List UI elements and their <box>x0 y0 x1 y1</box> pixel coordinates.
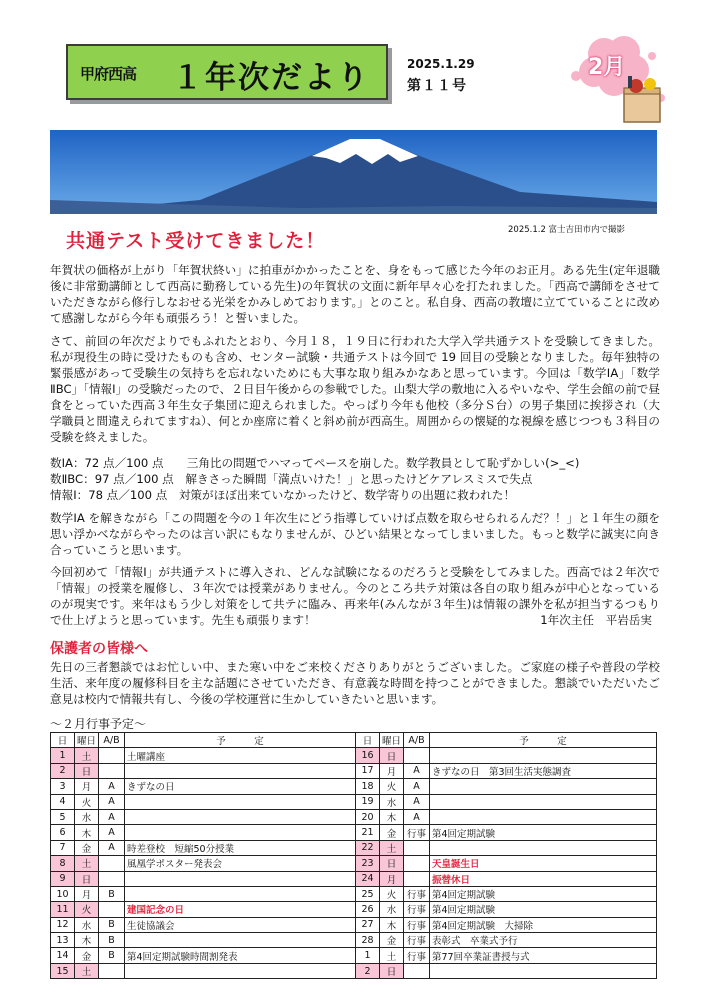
photo-caption: 2025.1.2 富士吉田市内で撮影 <box>508 225 626 235</box>
month-label: 2月 <box>588 55 626 80</box>
weekday-cell: 木 <box>380 917 404 932</box>
plan-cell: 天皇誕生日 <box>430 856 657 871</box>
weekday-cell: 金 <box>75 948 99 963</box>
ab-cell: 行事 <box>404 917 430 932</box>
plan-cell: 第4回定期試験 大掃除 <box>430 917 657 932</box>
weekday-cell: 水 <box>380 794 404 809</box>
ab-cell <box>99 748 125 763</box>
day-cell: 9 <box>51 871 75 886</box>
ab-cell <box>99 856 125 871</box>
day-cell: 17 <box>356 763 380 778</box>
paragraph-text: 年賀状の価格が上がり「年賀状終い」に拍車がかかったことを、身をもって感じた今年のお正月。ある先生(定年退職後に非常勤講師として西高に勤務している先生)の年賀状の文面に新年早々心を打たれました。「西高で講師をさせていただきながら修行しなおせる光栄をかみしめております。」とのこと。私自身、西高の教壇に立てていることに改めて感謝しながら今年も頑張ろう！と誓いました。 <box>50 263 660 325</box>
ab-cell: A <box>404 809 430 824</box>
plan-cell: 土曜講座 <box>125 748 356 763</box>
header-ab: A/B <box>99 733 125 748</box>
weekday-cell: 月 <box>380 763 404 778</box>
plan-cell: 第77回卒業証書授与式 <box>430 948 657 963</box>
weekday-cell: 火 <box>75 902 99 917</box>
plan-cell <box>430 794 657 809</box>
schedule-table-right <box>355 732 657 979</box>
day-cell: 1 <box>51 748 75 763</box>
paragraph-exam <box>50 333 660 445</box>
school-name: 甲府西高 <box>80 65 137 83</box>
day-cell: 23 <box>356 856 380 871</box>
ab-cell: A <box>99 840 125 855</box>
plan-cell <box>125 933 356 948</box>
ab-cell: 行事 <box>404 825 430 840</box>
plan-cell <box>430 963 657 978</box>
plan-cell <box>125 963 356 978</box>
paragraph-text: 先日の三者懇談ではお忙しい中、また寒い中をご来校くださりありがとうございました。ご家庭の様子や普段の学校生活、来年度の履修科目を主な話題にさせていただき、有意義な時間を持つことができました。懇談でいただいたご意見は校内で情報共有し、今後の学校運営に生かしていきたいと思います。 <box>50 660 660 706</box>
day-cell: 24 <box>356 871 380 886</box>
header-plan: 予 定 <box>125 733 356 748</box>
weekday-cell: 土 <box>75 963 99 978</box>
table-row <box>51 856 356 871</box>
day-cell: 12 <box>51 917 75 932</box>
ab-cell: 行事 <box>404 933 430 948</box>
plan-cell: 第4回定期試験 <box>430 825 657 840</box>
day-cell: 5 <box>51 809 75 824</box>
weekday-cell: 木 <box>75 825 99 840</box>
day-cell: 21 <box>356 825 380 840</box>
plan-cell <box>125 763 356 778</box>
ab-cell: A <box>404 763 430 778</box>
day-cell: 4 <box>51 794 75 809</box>
weekday-cell: 日 <box>380 748 404 763</box>
table-row <box>51 748 356 763</box>
weekday-cell: 日 <box>75 763 99 778</box>
ab-cell: B <box>99 933 125 948</box>
header-weekday: 曜日 <box>380 733 404 748</box>
ab-cell: B <box>99 948 125 963</box>
table-row <box>356 902 657 917</box>
plan-cell: 第4回定期試験 <box>430 902 657 917</box>
table-row <box>51 902 356 917</box>
table-row <box>356 809 657 824</box>
weekday-cell: 土 <box>75 856 99 871</box>
day-cell: 11 <box>51 902 75 917</box>
day-cell: 2 <box>356 963 380 978</box>
table-row <box>51 917 356 932</box>
plan-cell: 建国記念の日 <box>125 902 356 917</box>
ab-cell: A <box>99 779 125 794</box>
ab-cell: A <box>99 809 125 824</box>
table-row <box>51 825 356 840</box>
day-cell: 25 <box>356 886 380 901</box>
table-row <box>356 886 657 901</box>
weekday-cell: 木 <box>75 933 99 948</box>
schedule-table-left <box>50 732 356 979</box>
table-row <box>51 809 356 824</box>
ab-cell <box>99 963 125 978</box>
ab-cell <box>99 871 125 886</box>
plan-cell <box>125 809 356 824</box>
ab-cell <box>404 856 430 871</box>
header-day: 日 <box>51 733 75 748</box>
table-row <box>51 933 356 948</box>
weekday-cell: 日 <box>380 963 404 978</box>
weekday-cell: 水 <box>75 809 99 824</box>
ab-cell: 行事 <box>404 886 430 901</box>
weekday-cell: 日 <box>380 856 404 871</box>
ab-cell: A <box>404 794 430 809</box>
ab-cell: A <box>404 779 430 794</box>
ab-cell: B <box>99 886 125 901</box>
ab-cell <box>99 902 125 917</box>
day-cell: 18 <box>356 779 380 794</box>
weekday-cell: 水 <box>380 902 404 917</box>
day-cell: 3 <box>51 779 75 794</box>
weekday-cell: 月 <box>380 871 404 886</box>
score-list <box>50 455 660 503</box>
schedule-body-right <box>356 748 657 979</box>
issue-date: 2025.1.29 <box>407 57 475 71</box>
weekday-cell: 金 <box>380 825 404 840</box>
header-ab: A/B <box>404 733 430 748</box>
paragraph-reflection <box>50 510 660 558</box>
weekday-cell: 火 <box>380 779 404 794</box>
paragraph-text: 数学ⅠA を解きながら「この問題を今の１年次生にどう指導していけば点数を取らせられるんだ？！」と１年生の顔を思い浮かべながらやったのは言い訳にもなりませんが、ひどい結果となってしまいました。もっと数学に誠実に向き合っていこうと思います。 <box>50 511 660 557</box>
ab-cell: 行事 <box>404 948 430 963</box>
weekday-cell: 水 <box>75 917 99 932</box>
table-row <box>356 748 657 763</box>
plan-cell <box>125 825 356 840</box>
ab-cell <box>404 871 430 886</box>
header-weekday: 曜日 <box>75 733 99 748</box>
day-cell: 28 <box>356 933 380 948</box>
day-cell: 8 <box>51 856 75 871</box>
weekday-cell: 土 <box>380 840 404 855</box>
table-row <box>356 779 657 794</box>
paragraph-information <box>50 564 660 628</box>
table-row <box>51 948 356 963</box>
table-row <box>51 763 356 778</box>
score-line: 情報Ⅰ：78 点／100 点 対策がほぼ出来ていなかったけど、数学寄りの出題に救われた！ <box>50 488 516 502</box>
ab-cell: A <box>99 825 125 840</box>
day-cell: 27 <box>356 917 380 932</box>
day-cell: 6 <box>51 825 75 840</box>
weekday-cell: 金 <box>380 933 404 948</box>
plan-cell <box>125 794 356 809</box>
day-cell: 2 <box>51 763 75 778</box>
table-row <box>51 886 356 901</box>
plan-cell: 時差登校 短縮50分授業 <box>125 840 356 855</box>
table-row <box>356 794 657 809</box>
plan-cell: 第4回定期試験時間割発表 <box>125 948 356 963</box>
weekday-cell: 火 <box>75 794 99 809</box>
table-row <box>356 763 657 778</box>
paragraph-parents <box>50 659 660 707</box>
plan-cell: 風凰学ポスター発表会 <box>125 856 356 871</box>
weekday-cell: 土 <box>380 948 404 963</box>
table-row <box>356 917 657 932</box>
day-cell: 26 <box>356 902 380 917</box>
day-cell: 19 <box>356 794 380 809</box>
score-line: 数ⅡBC：97 点／100 点 解きさった瞬間「満点いけた！」と思ったけどケアレスミスで失点 <box>50 472 533 486</box>
ab-cell <box>99 763 125 778</box>
plan-cell: 振替休日 <box>430 871 657 886</box>
teacher-signature: 1年次主任 平岩岳実 <box>540 613 652 627</box>
plan-cell <box>125 871 356 886</box>
table-row <box>356 963 657 978</box>
ab-cell: B <box>99 917 125 932</box>
ab-cell <box>404 840 430 855</box>
schedule-heading: ～２月行事予定～ <box>50 717 147 731</box>
mount-fuji-photo <box>50 130 657 214</box>
table-row <box>51 794 356 809</box>
schedule-body-left <box>51 748 356 979</box>
table-row <box>356 856 657 871</box>
day-cell: 22 <box>356 840 380 855</box>
score-line: 数ⅠA：72 点／100 点 三角比の問題でハマってペースを崩した。数学教員として恥ずかしい(>_<) <box>50 456 580 470</box>
ab-cell <box>404 748 430 763</box>
day-cell: 20 <box>356 809 380 824</box>
table-row <box>356 825 657 840</box>
header-day: 日 <box>356 733 380 748</box>
month-badge <box>566 36 670 132</box>
article-headline: 共通テスト受けてきました！ <box>66 230 326 252</box>
table-row <box>51 871 356 886</box>
parents-heading: 保護者の皆様へ <box>50 641 148 657</box>
table-row <box>356 948 657 963</box>
table-row <box>356 840 657 855</box>
plan-cell <box>430 840 657 855</box>
weekday-cell: 月 <box>75 886 99 901</box>
table-row <box>356 871 657 886</box>
plan-cell: 第4回定期試験 <box>430 886 657 901</box>
day-cell: 10 <box>51 886 75 901</box>
plan-cell: 表彰式 卒業式予行 <box>430 933 657 948</box>
day-cell: 13 <box>51 933 75 948</box>
plan-cell <box>430 779 657 794</box>
weekday-cell: 金 <box>75 840 99 855</box>
day-cell: 1 <box>356 948 380 963</box>
weekday-cell: 土 <box>75 748 99 763</box>
table-row <box>51 840 356 855</box>
paragraph-body: 今回初めて「情報Ⅰ」が共通テストに導入され、どんな試験になるのだろうと受験をしてみました。西高では２年次で「情報」の授業を履修し、３年次では授業がありません。今のところ共テ対策は各自の取り組みが中心となっているのが現実です。来年はもう少し対策をして共テに臨み、再来年(みんなが３年生)は情報の課外を私が担当するつもりで仕上げようと思っています。先生も頑張ります！ <box>50 565 660 627</box>
ab-cell <box>404 963 430 978</box>
table-row <box>51 779 356 794</box>
paragraph-new-year <box>50 262 660 326</box>
paragraph-text: さて、前回の年次だよりでもふれたとおり、今月１８，１９日に行われた大学入学共通テストを受験してきました。私が現役生の時に受けたものも含め、センター試験・共通テストは今回で 19 回目の受験となりました。毎年独特の緊張感があって受験生の気持ちを忘れないためにも大事な取り組みかなあと思っています。今回は「数学ⅠA」「数学ⅡBC」「情報Ⅰ」の受験だったので、２日目午後からの参戦でした。山梨大学の敷地に入るやいなや、学生会館の前で昼食をとっていた西高３年生女子集団に迎えられました。やっぱり今年も他校（多分Ｓ台）の男子集団に挨拶され（大学職員と間違えられてますね）、何とか座席に着くと斜め前が西高生。周囲からの懐疑的な視線を感じつつも３科目の受験を終えました。 <box>50 334 660 444</box>
day-cell: 15 <box>51 963 75 978</box>
weekday-cell: 火 <box>380 886 404 901</box>
table-row <box>51 963 356 978</box>
day-cell: 7 <box>51 840 75 855</box>
day-cell: 16 <box>356 748 380 763</box>
weekday-cell: 日 <box>75 871 99 886</box>
plan-cell: 生徒協議会 <box>125 917 356 932</box>
issue-number: 第１１号 <box>407 78 467 94</box>
day-cell: 14 <box>51 948 75 963</box>
table-header-row <box>356 733 657 748</box>
plan-cell <box>430 809 657 824</box>
table-header-row <box>51 733 356 748</box>
weekday-cell: 木 <box>380 809 404 824</box>
plan-cell: きずなの日 <box>125 779 356 794</box>
newsletter-title-box <box>66 44 388 100</box>
header-plan: 予 定 <box>430 733 657 748</box>
plan-cell <box>125 886 356 901</box>
weekday-cell: 月 <box>75 779 99 794</box>
table-row <box>356 933 657 948</box>
newsletter-title: １年次だより <box>172 60 370 96</box>
plan-cell: きずなの日 第3回生活実態調査 <box>430 763 657 778</box>
ab-cell: A <box>99 794 125 809</box>
plan-cell <box>430 748 657 763</box>
ab-cell: 行事 <box>404 902 430 917</box>
